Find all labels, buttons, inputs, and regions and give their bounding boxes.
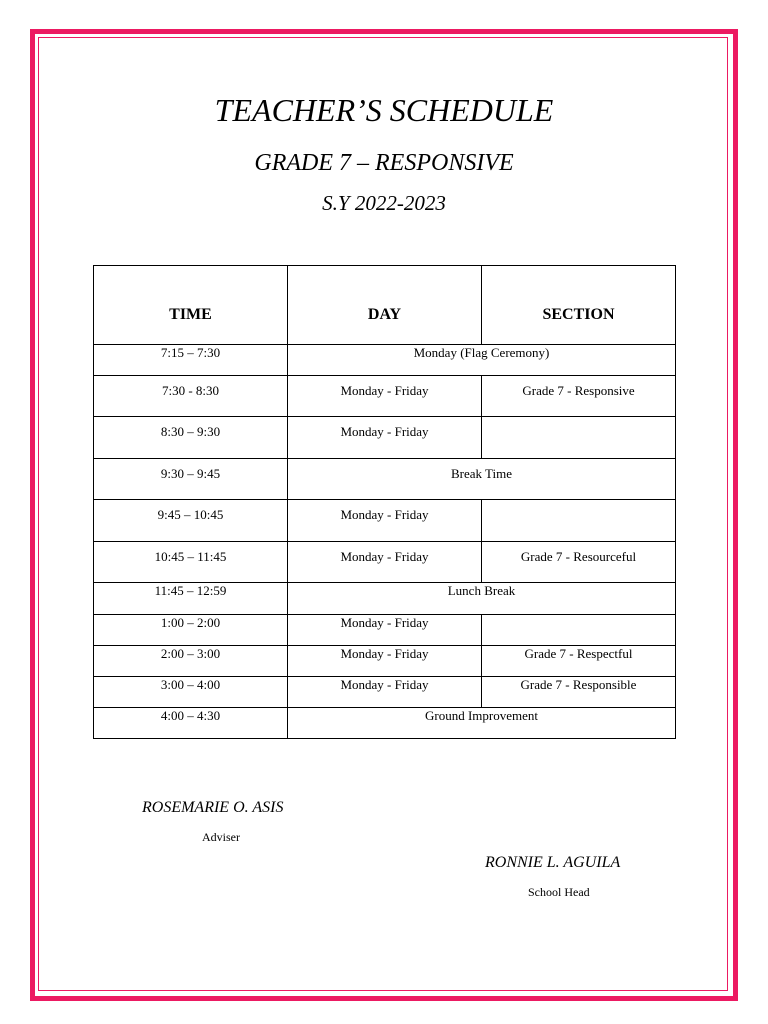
- time-cell: 10:45 – 11:45: [94, 542, 288, 583]
- time-cell: 9:30 – 9:45: [94, 459, 288, 500]
- time-cell: 7:30 - 8:30: [94, 376, 288, 417]
- time-cell: 4:00 – 4:30: [94, 708, 288, 739]
- table-row: [94, 376, 676, 417]
- school-head-role: School Head: [528, 885, 590, 899]
- table-row: [94, 459, 676, 500]
- time-cell: 9:45 – 10:45: [94, 500, 288, 542]
- day-cell: Monday - Friday: [288, 677, 482, 708]
- time-cell: 7:15 – 7:30: [94, 345, 288, 376]
- section-cell: Grade 7 - Responsible: [482, 677, 676, 708]
- activity-cell: Ground Improvement: [288, 708, 676, 739]
- section-cell: [482, 500, 676, 542]
- activity-cell: Monday (Flag Ceremony): [288, 345, 676, 376]
- section-cell: Grade 7 - Resourceful: [482, 542, 676, 583]
- adviser-role: Adviser: [202, 830, 240, 844]
- table-header-row: [94, 266, 676, 345]
- section-cell: [482, 615, 676, 646]
- table-row: [94, 646, 676, 677]
- day-cell: Monday - Friday: [288, 417, 482, 459]
- day-cell: Monday - Friday: [288, 615, 482, 646]
- document-title: TEACHER’S SCHEDULE: [214, 92, 554, 128]
- schedule-table: [93, 265, 676, 739]
- table-row: [94, 417, 676, 459]
- section-cell: Grade 7 - Respectful: [482, 646, 676, 677]
- school-year-heading: S.Y 2022-2023: [322, 191, 446, 215]
- grade-section-heading: GRADE 7 – RESPONSIVE: [254, 150, 514, 176]
- column-header-day: DAY: [288, 266, 482, 345]
- column-header-section: SECTION: [482, 266, 676, 345]
- activity-cell: Lunch Break: [288, 583, 676, 615]
- section-cell: [482, 417, 676, 459]
- day-cell: Monday - Friday: [288, 376, 482, 417]
- time-cell: 11:45 – 12:59: [94, 583, 288, 615]
- time-cell: 8:30 – 9:30: [94, 417, 288, 459]
- adviser-name: ROSEMARIE O. ASIS: [142, 799, 284, 816]
- day-cell: Monday - Friday: [288, 542, 482, 583]
- table-row: [94, 615, 676, 646]
- day-cell: Monday - Friday: [288, 646, 482, 677]
- time-cell: 3:00 – 4:00: [94, 677, 288, 708]
- school-head-name: RONNIE L. AGUILA: [485, 854, 621, 871]
- time-cell: 2:00 – 3:00: [94, 646, 288, 677]
- column-header-time: TIME: [94, 266, 288, 345]
- table-row: [94, 542, 676, 583]
- table-row: [94, 708, 676, 739]
- table-row: [94, 583, 676, 615]
- day-cell: Monday - Friday: [288, 500, 482, 542]
- time-cell: 1:00 – 2:00: [94, 615, 288, 646]
- activity-cell: Break Time: [288, 459, 676, 500]
- table-row: [94, 500, 676, 542]
- table-row: [94, 677, 676, 708]
- section-cell: Grade 7 - Responsive: [482, 376, 676, 417]
- table-row: [94, 345, 676, 376]
